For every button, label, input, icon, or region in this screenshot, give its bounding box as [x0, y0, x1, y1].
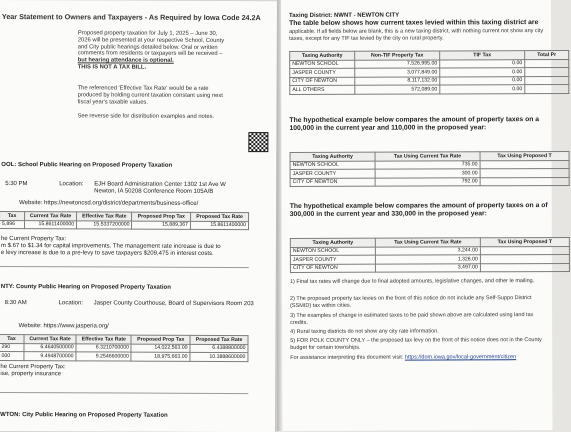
example-300k-heading: The hypothetical example below compares the amount of property taxes on a of 300,000 in the current year and 330,000 in the proposed year:	[289, 202, 548, 218]
county-explanation-heading: he Current Property Tax:	[0, 364, 66, 371]
table-cell	[480, 254, 569, 263]
example-100k-table	[290, 151, 570, 187]
current-taxes-table	[289, 50, 569, 94]
example-100k-heading: The hypothetical example below compares the amount of property taxes on a 100,000 in the current year and 110,000 in the proposed year:	[289, 116, 540, 132]
table-cell	[525, 84, 569, 93]
table-cell: 0.00	[440, 68, 525, 77]
qr-code-icon[interactable]	[248, 132, 268, 152]
table-cell: 8,117,132.00	[355, 76, 440, 85]
school-location-label: Location:	[59, 181, 84, 188]
table-row	[290, 263, 569, 272]
table-cell: 9.2546600000	[76, 352, 131, 361]
table-cell: 15.8611400000	[25, 220, 77, 229]
school-explanation-line: m $.67 to $1.34 for capital improvements. The management rate increase is due to	[0, 243, 221, 250]
column-header: TIF Tax	[440, 51, 525, 60]
school-website-link[interactable]: Website: https://newtoncsd.org/district/departments/business-office/	[19, 200, 199, 207]
school-explanation-line: e levy increase is due to a pre-levy to save taxpayers $209,475 in interest costs.	[0, 250, 214, 257]
note-item: 4) Rural taxing districts do not show any city rate information.	[290, 328, 439, 335]
column-header: Proposed Tax Rate	[190, 335, 248, 344]
column-header: Tax	[0, 212, 25, 221]
table-cell: 3,497.00	[375, 263, 480, 272]
table-cell: 6.3210700000	[76, 343, 131, 352]
column-header: Current Tax Rate	[25, 212, 77, 221]
county-tax-table	[0, 334, 249, 362]
front-page	[0, 0, 277, 432]
assistance-label: For assistance interpreting this document visit:	[290, 354, 404, 361]
table-cell: 10.3888600000	[190, 352, 248, 361]
table-cell: 300.00	[375, 169, 480, 178]
table-cell: JASPER COUNTY	[290, 68, 355, 77]
city-hearing-heading: WTON: City Public Hearing on Proposed Property Taxation	[0, 412, 168, 419]
table-cell: 0.00	[440, 59, 525, 68]
column-header: Tax	[0, 334, 24, 343]
county-location: Jasper County Courthouse, Board of Supervisors Room 203	[93, 300, 254, 308]
statement-title: Year Statement to Owners and Taxpayers - As Required by Iowa Code 24.2A	[1, 12, 261, 23]
school-hearing-heading: OOL: School Public Hearing on Proposed Property Taxation	[1, 162, 173, 169]
column-header: Current Tax Rate	[24, 335, 76, 344]
attendance-optional-text: but hearing attendance is optional.	[77, 57, 174, 64]
school-location: EJH Board Administration Center 1302 1st Ave W Newton, IA 50208 Conference Room 105A/B	[94, 181, 226, 195]
column-header: Total Pr	[525, 50, 569, 59]
section-divider	[0, 266, 249, 268]
table-cell: 3,244.00	[375, 246, 480, 255]
table-cell: 15.8611400000	[191, 221, 249, 230]
table-cell: JASPER COUNTY	[290, 255, 375, 264]
table-cell: 6.4388800000	[190, 344, 248, 353]
table-cell: 15,889,367	[132, 221, 191, 230]
table-cell: CITY OF NEWTON	[290, 264, 375, 273]
column-header: Proposed Tax Rate	[191, 212, 249, 221]
column-header: Tax Using Current Tax Rate	[375, 238, 480, 247]
note-item: 3) The examples of change in estimated taxes to be paid shown above are calculated using land tax credits.	[290, 312, 534, 326]
table-cell: NEWTON SCHOOL	[290, 161, 375, 170]
taxing-district-label: Taxing District:	[289, 12, 333, 19]
column-header: Effective Tax Rate	[76, 335, 131, 344]
column-header: Tax Using Proposed T	[480, 237, 569, 246]
notice-paragraph-1: Proposed property taxation for July 1, 2025 – June 30, 2026 will be presented at your respective School, County and City public hearings detailed below. Oral or written comments from residents or taxpayers will be received –	[77, 30, 225, 58]
school-hearing-time: 5:30 PM	[5, 181, 28, 188]
table-cell: 572,089.00	[355, 85, 440, 94]
table-cell	[480, 246, 569, 255]
county-website-link[interactable]: Website: https://www.jasperia.org/	[18, 323, 109, 330]
notice-block	[78, 30, 228, 71]
example-300k-table	[290, 237, 570, 273]
table-cell: 15.5337200000	[77, 220, 132, 229]
not-a-tax-bill-text: THIS IS NOT A TAX BILL.	[77, 64, 147, 71]
column-header: Non-TIF Property Tax	[355, 51, 440, 60]
table-cell: CITY OF NEWTON	[290, 178, 375, 187]
column-header: Tax Using Current Tax Rate	[375, 152, 480, 161]
school-explanation-heading: he Current Property Tax:	[0, 236, 67, 243]
table-cell: 735.00	[375, 160, 480, 169]
table-cell: 7,526,995.00	[355, 59, 440, 68]
current-taxes-heading: The table below shows how current taxes levied within this taxing district are	[289, 19, 539, 27]
section-divider	[0, 392, 248, 394]
table-row	[0, 351, 248, 361]
column-header: Proposed Prop Tax	[131, 335, 190, 344]
table-cell: 1,326.00	[375, 255, 480, 264]
note-item: 2) The proposed property tax levies on the front of this notice do not include any Self-Suppo District (SSMID) tax within cities.	[290, 295, 532, 309]
current-taxes-intro: applicable. If all fields below are blank, this is a new taxing district, with nothing current not show any city taxes, except for any TIF tax levied by the city on rural property.	[289, 28, 544, 42]
column-header: Taxing Authority	[290, 238, 375, 247]
effective-rate-note: The referenced 'Effective Tax Rate' would be a rate produced by holding current taxation constant using next fiscal year's taxable values.	[77, 85, 223, 106]
table-cell	[525, 59, 569, 68]
table-row	[290, 84, 569, 93]
school-tax-table	[0, 211, 249, 230]
table-cell: 0.00	[440, 76, 525, 85]
table-cell: NEWTON SCHOOL	[290, 60, 355, 69]
table-cell: JASPER COUNTY	[290, 169, 375, 178]
back-page	[281, 0, 557, 431]
county-hearing-time: 8:30 AM	[4, 300, 27, 307]
table-cell: 290	[0, 343, 24, 352]
table-cell: CITY OF NEWTON	[290, 77, 355, 86]
table-row	[0, 220, 249, 230]
assistance-link[interactable]: https://dom.iowa.gov/local-government/citizen	[404, 354, 517, 361]
table-cell: 9.4948700000	[24, 352, 76, 361]
county-hearing-heading: NTY: County Public Hearing on Proposed Property Taxation	[0, 284, 171, 291]
reverse-side-note: See reverse side for distribution examples and notes.	[77, 113, 215, 120]
table-cell: 18,975,663.00	[131, 352, 190, 361]
table-cell	[480, 177, 569, 186]
table-cell: 14,022,563.00	[131, 344, 190, 353]
table-cell: 3,077,849.00	[355, 68, 440, 77]
table-cell: ALL OTHERS	[290, 85, 355, 94]
county-explanation-line: ise, property insurance	[0, 371, 62, 378]
table-cell	[525, 76, 569, 85]
column-header: Taxing Authority	[290, 152, 375, 161]
table-cell: 6.4640500000	[24, 343, 76, 352]
assistance-line	[290, 354, 516, 361]
table-cell	[480, 160, 569, 169]
note-item: 1) Final tax rates will change due to final adopted amounts, legislative changes, and other le mailing.	[289, 278, 535, 285]
note-item: 5) FOR POLK COUNTY ONLY – the proposed tax levy on the front of this notice does not in the County budget for certain townships.	[290, 337, 542, 351]
county-location-label: Location:	[58, 300, 84, 307]
table-cell	[480, 168, 569, 177]
column-header: Effective Tax Rate	[77, 212, 132, 221]
table-cell: NEWTON SCHOOL	[290, 247, 375, 256]
table-cell: 000	[0, 351, 24, 360]
table-cell: 5,896	[0, 220, 25, 229]
table-cell	[480, 263, 569, 272]
column-header: Taxing Authority	[290, 51, 355, 60]
table-row	[290, 177, 569, 186]
table-cell: 792.00	[375, 177, 480, 186]
table-cell: 0.00	[440, 85, 525, 94]
column-header: Tax Using Proposed T	[480, 151, 569, 160]
column-header: Proposed Prop Tax	[132, 212, 191, 221]
table-cell	[525, 67, 569, 76]
taxing-district-value: NWNT - NEWTON CITY	[333, 12, 400, 19]
